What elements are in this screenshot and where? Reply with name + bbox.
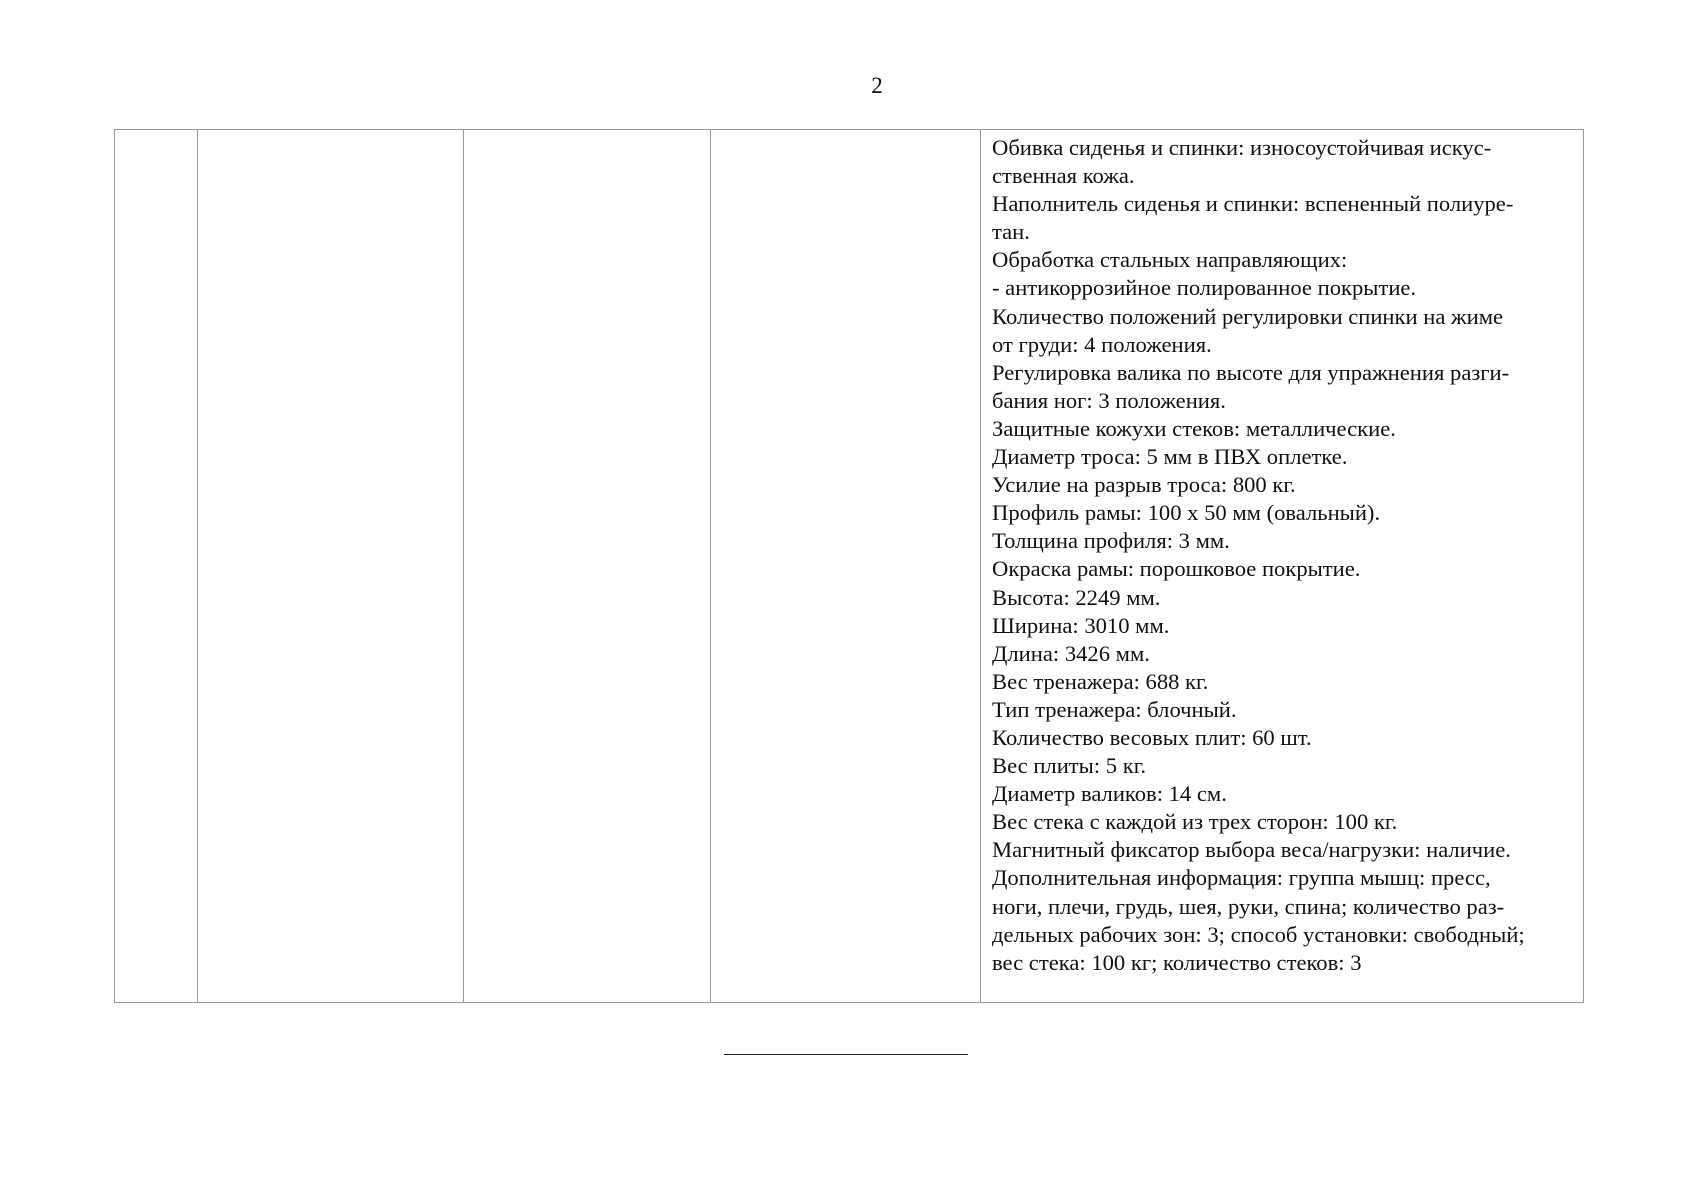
table-row [115,130,1584,1003]
spec-line: Диаметр валиков: 14 см. [992,781,1227,807]
spec-line: Наполнитель сиденья и спинки: вспененный полиуре- [992,191,1514,217]
spec-line: от груди: 4 положения. [992,331,1212,357]
spec-line: Толщина профиля: 3 мм. [992,528,1230,554]
spec-line: Вес плиты: 5 кг. [992,753,1147,779]
spec-line: - антикоррозийное полированное покрытие. [992,275,1417,301]
spec-line: Дополнительная информация: группа мышц: пресс, [992,865,1491,891]
footer-divider [724,1054,968,1055]
table-cell-number [115,130,198,1003]
spec-line: Регулировка валика по высоте для упражнения разги- [992,359,1510,385]
specification-table [114,129,1584,1003]
spec-line: Обработка стальных направляющих: [992,247,1348,273]
spec-line: бания ног: 3 положения. [992,387,1226,413]
spec-line: Усилие на разрыв троса: 800 кг. [992,472,1296,498]
spec-line: дельных рабочих зон: 3; способ установки: свободный; [992,921,1525,947]
spec-line: Окраска рамы: порошковое покрытие. [992,556,1361,582]
table-cell-column-3 [464,130,711,1003]
spec-line: ственная кожа. [992,163,1135,189]
spec-line: Магнитный фиксатор выбора веса/нагрузки: наличие. [992,837,1511,863]
spec-line: Количество положений регулировки спинки на жиме [992,303,1504,329]
spec-line: Количество весовых плит: 60 шт. [992,724,1312,750]
spec-line: Защитные кожухи стеков: металлические. [992,415,1396,441]
spec-line: Вес тренажера: 688 кг. [992,668,1209,694]
table-cell-column-4 [711,130,981,1003]
spec-line: Диаметр троса: 5 мм в ПВХ оплетке. [992,444,1348,470]
spec-line: вес стека: 100 кг; количество стеков: 3 [992,949,1362,975]
page-number: 2 [871,73,883,98]
spec-line: Высота: 2249 мм. [992,584,1161,610]
spec-line: тан. [992,219,1030,245]
spec-line: ноги, плечи, грудь, шея, руки, спина; количество раз- [992,893,1505,919]
spec-line: Вес стека с каждой из трех сторон: 100 кг. [992,809,1398,835]
table-cell-name [198,130,464,1003]
spec-line: Длина: 3426 мм. [992,640,1150,666]
spec-line: Ширина: 3010 мм. [992,612,1170,638]
spec-line: Тип тренажера: блочный. [992,696,1237,722]
table-cell-specifications [981,130,1584,1003]
spec-line: Обивка сиденья и спинки: износоустойчивая искус- [992,135,1492,160]
spec-line: Профиль рамы: 100 х 50 мм (овальный). [992,500,1381,526]
